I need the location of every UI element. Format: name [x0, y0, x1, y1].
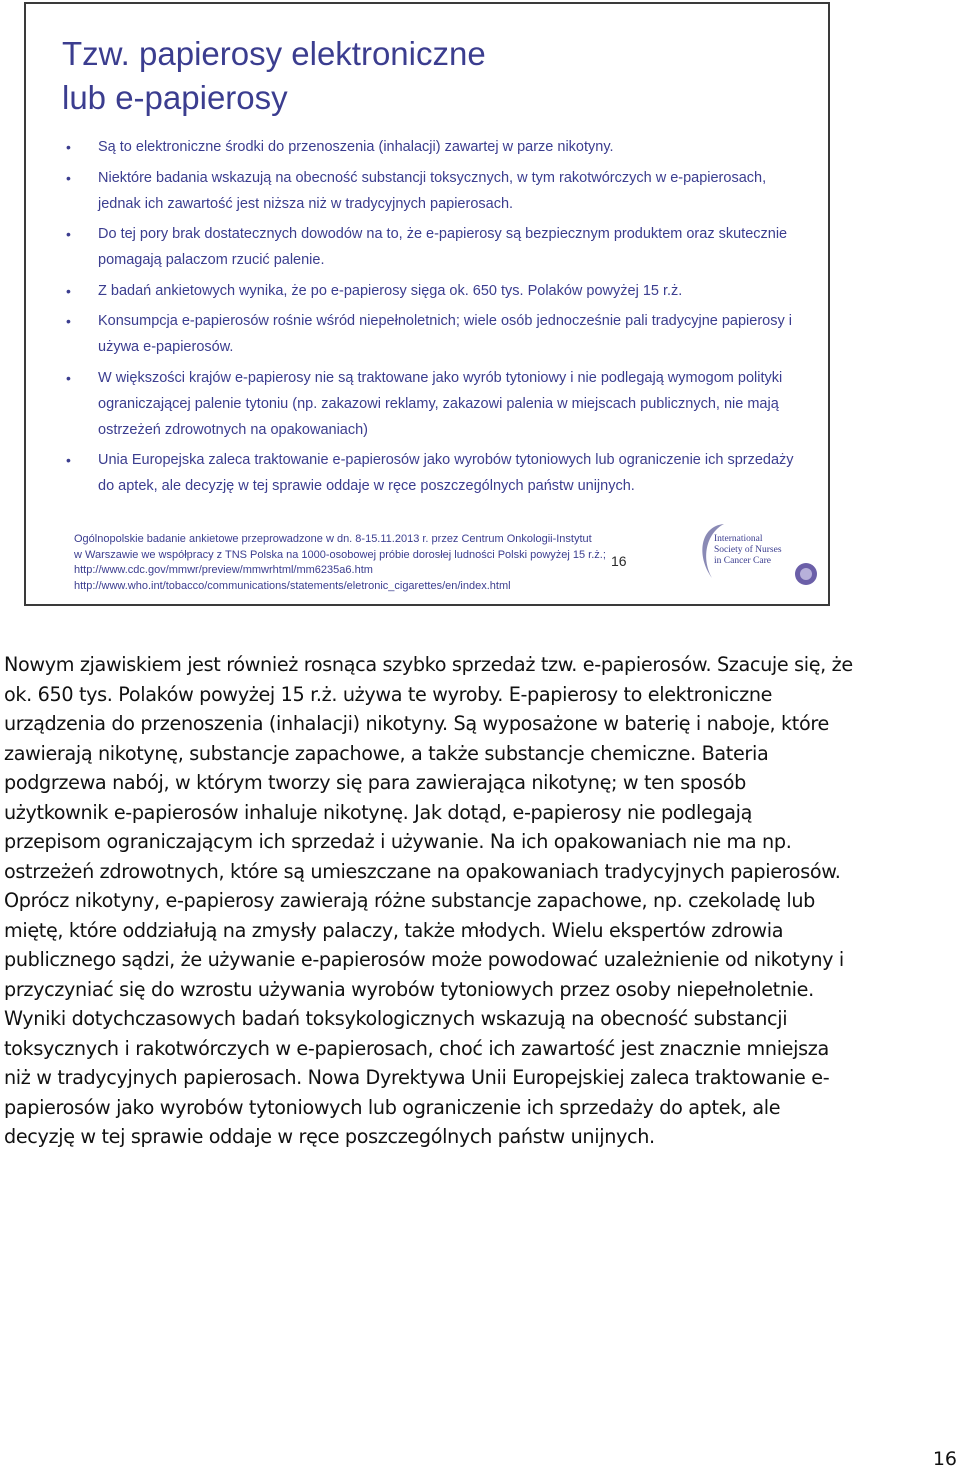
reference-link: http://www.who.int/tobacco/communications/statements/eletronic_cigarettes/en/index.html	[74, 579, 511, 592]
bullet-dot-icon: •	[66, 169, 71, 186]
slide-bullet	[66, 447, 806, 499]
reference-line: Ogólnopolskie badanie ankietowe przeprowadzone w dn. 8-15.11.2013 r. przez Centrum Onkologii-Instytut	[74, 533, 592, 545]
bullet-dot-icon: •	[66, 452, 71, 468]
slide-bullet	[66, 278, 806, 304]
slide-title	[62, 32, 782, 120]
slide-bullet	[66, 221, 806, 273]
bullet-dot-icon: •	[66, 369, 71, 386]
slide-image	[24, 2, 830, 606]
slide-bullet-text: Są to elektroniczne środki do przenoszenia (inhalacji) zawartej w parze nikotyny.	[98, 139, 614, 155]
slide-bullet-text: Konsumpcja e-papierosów rośnie wśród niepełnoletnich; wiele osób jednocześnie pali tradycyjne papierosy i używa e-papierosów.	[98, 313, 792, 355]
body-paragraph: Nowym zjawiskiem jest również rosnąca szybko sprzedaż tzw. e-papierosów. Szacuje się, że ok. 650 tys. Polaków powyżej 15 r.ż. używa te wyroby. E-papierosy to elektroniczne urządzenia do przenoszenia (inhalacji) nikotyny. Są wyposażone w baterię i naboje, które zawierają nikotynę, substancje zapachowe, a także substancje chemiczne. Bateria podgrzewa nabój, w którym tworzy się para zawierająca nikotynę; w ten sposób użytkownik e-papierosów inhaluje nikotynę. Jak dotąd, e-papierosy nie podlegają przepisom ograniczającym ich sprzedaż i używanie. Na ich opakowaniach nie ma np. ostrzeżeń zdrowotnych, które są umieszczane na opakowaniach tradycyjnych papierosów. Oprócz nikotyny, e-papierosy zawierają różne substancje zapachowe, np. czekoladę lub miętę, które oddziałują na zmysły palaczy, także młodych. Wielu ekspertów zdrowia publicznego sądzi, że używanie e-papierosów może powodować uzależnienie od nikotyny i przyczyniać się do wzrostu używania wyrobów tytoniowych przez osoby niepełnoletnie. Wyniki dotychczasowych badań toksykologicznych wskazują na obecność substancji toksycznych i rakotwórczych w e-papierosach, choć ich zawartość jest znacznie mniejsza niż w tradycyjnych papierosach. Nowa Dyrektywa Unii Europejskiej zaleca traktowanie e-papierosów jako wyrobów tytoniowych lub ograniczenie ich sprzedaży do aptek, ale decyzję w tej sprawie oddaje w ręce poszczególnych państw unijnych.	[4, 653, 853, 1148]
slide-bullet-text: Niektóre badania wskazują na obecność substancji toksycznych, w tym rakotwórczych w e-papierosach, jednak ich zawartość jest niższa niż w tradycyjnych papierosach.	[98, 169, 767, 212]
bullet-dot-icon: •	[66, 313, 71, 329]
slide-number: 16	[611, 553, 627, 569]
isncc-logo	[690, 516, 830, 596]
bullet-dot-icon: •	[66, 226, 71, 242]
logo-text	[714, 534, 782, 567]
slide-title-line1: Tzw. papierosy elektroniczne	[62, 35, 486, 72]
slide-bullet-list	[66, 134, 806, 504]
logo-text-line: International	[714, 534, 763, 544]
slide-bullet-text: W większości krajów e-papierosy nie są traktowane jako wyrób tytoniowy i nie podlegają wymogom polityki ograniczającej palenie tytoniu (np. zakazowi reklamy, zakazowi palenia w miejscach publicznych, nie mają ostrzeżeń zdrowotnych na opakowaniach)	[98, 369, 783, 438]
bullet-dot-icon: •	[66, 282, 71, 299]
slide-bullet	[66, 308, 806, 360]
slide-bullet-text: Do tej pory brak dostatecznych dowodów na to, że e-papierosy są bezpiecznym produktem oraz skutecznie pomagają palaczom rzucić palenie.	[98, 226, 788, 268]
slide-bullet-text: Z badań ankietowych wynika, że po e-papierosy sięga ok. 650 tys. Polaków powyżej 15 r.ż.	[98, 282, 683, 299]
slide-bullet-text: Unia Europejska zaleca traktowanie e-papierosów jako wyrobów tytoniowych lub ograniczenie ich sprzedaży do aptek, ale decyzję w tej sprawie oddaje w ręce poszczególnych państw unijnych.	[98, 452, 794, 494]
page-number: 16	[932, 1448, 957, 1470]
logo-text-line: Society of Nurses	[714, 545, 782, 555]
slide-bullet	[66, 134, 806, 160]
bullet-dot-icon: •	[66, 139, 71, 155]
slide-title-line2: lub e-papierosy	[62, 79, 288, 116]
logo-text-line: in Cancer Care	[714, 556, 771, 566]
slide-bullet	[66, 165, 806, 217]
slide-bullet	[66, 365, 806, 443]
reference-line: w Warszawie we współpracy z TNS Polska na 1000-osobowej próbie dorosłej ludności Polski powyżej 15 r.ż.;	[74, 548, 606, 561]
reference-link: http://www.cdc.gov/mmwr/preview/mmwrhtml/mm6235a6.htm	[74, 564, 373, 576]
